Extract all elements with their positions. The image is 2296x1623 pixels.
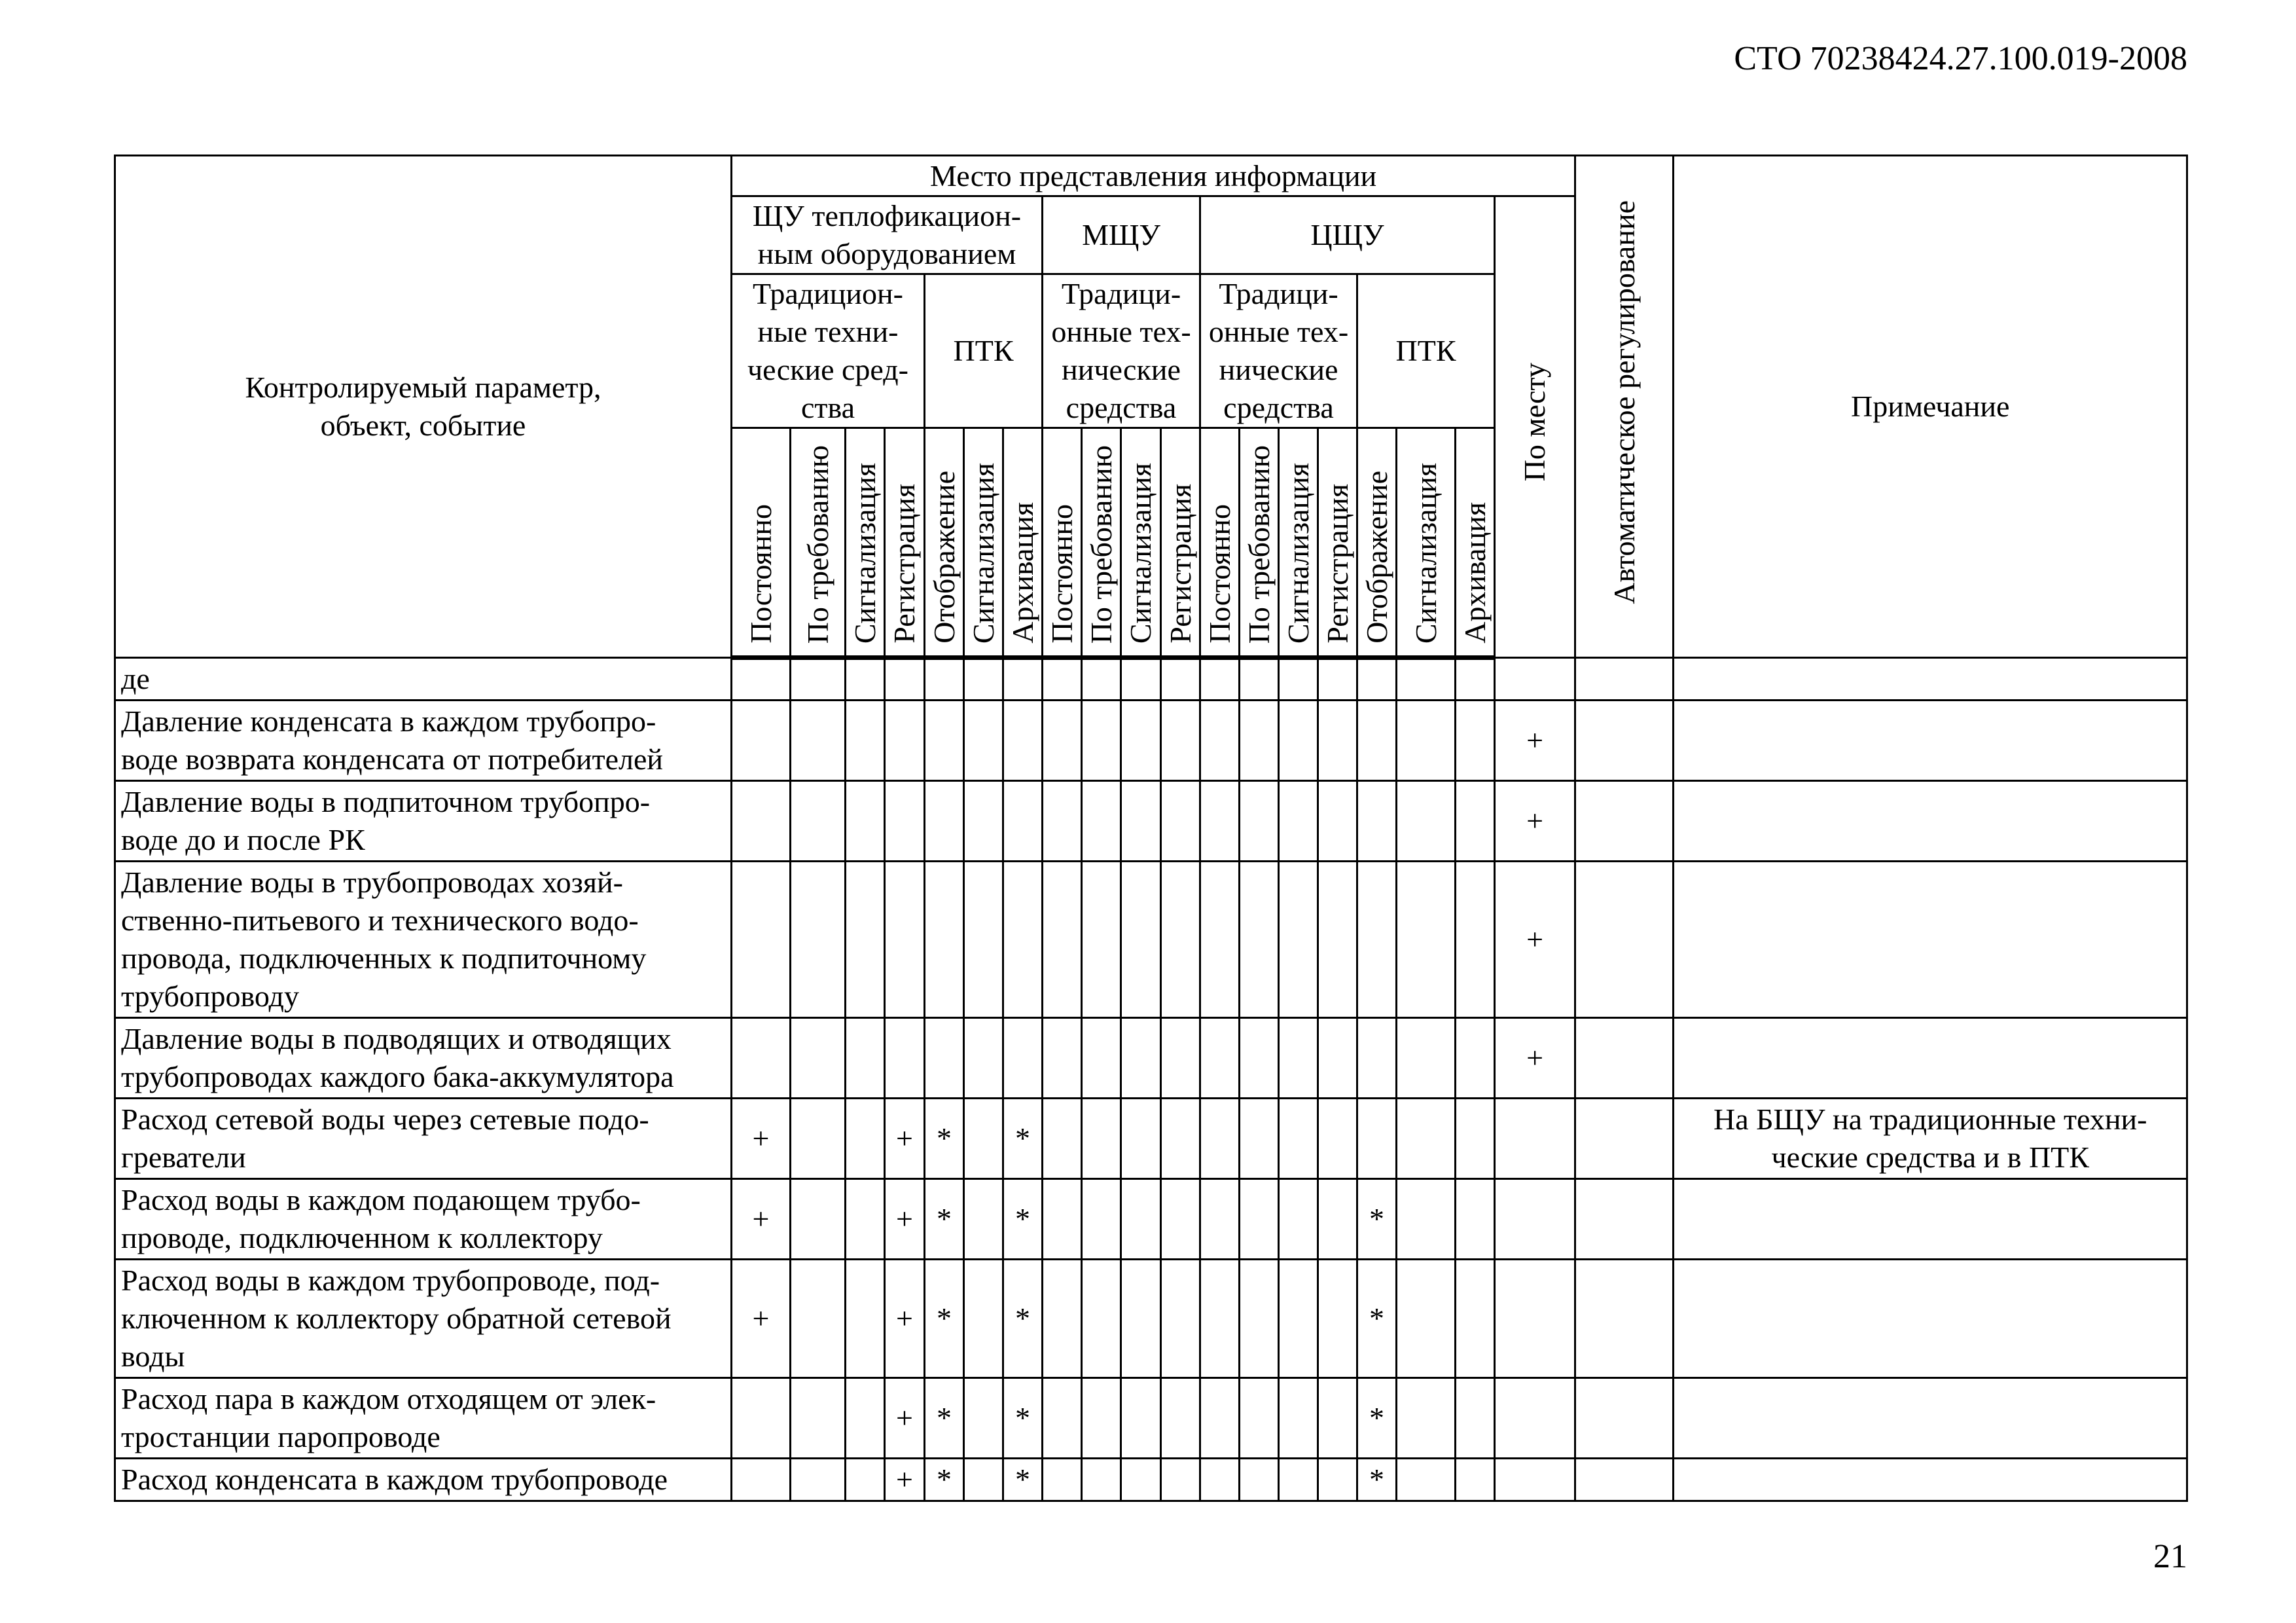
mark-cell: [1200, 1378, 1240, 1459]
mark-cell: [1082, 658, 1121, 701]
mark-cell: [1043, 1459, 1082, 1501]
mark-cell: [1318, 1018, 1357, 1099]
mark-cell: [1003, 781, 1043, 862]
mark-cell: [925, 781, 964, 862]
po-mestu-cell: [1495, 1459, 1575, 1501]
mark-cell: [1121, 1260, 1161, 1378]
auto-regulation-cell: [1575, 1260, 1674, 1378]
subheader-cell: Архивация: [1003, 428, 1043, 658]
note-cell: [1674, 701, 2187, 781]
mark-cell: [846, 1378, 885, 1459]
page-number: 21: [2153, 1538, 2187, 1575]
mark-cell: [1121, 1378, 1161, 1459]
mark-cell: [1121, 1099, 1161, 1179]
mark-cell: [1456, 1179, 1495, 1260]
mark-cell: [1082, 1179, 1121, 1260]
mark-cell: [1161, 658, 1200, 701]
note-cell: [1674, 1018, 2187, 1099]
mark-cell: [1397, 1459, 1456, 1501]
mark-cell: [964, 1378, 1003, 1459]
trad-header-1: Традицион- ные техни- ческие сред- ства: [732, 274, 925, 428]
mark-cell: *: [1357, 1378, 1397, 1459]
mark-cell: [964, 862, 1003, 1018]
mark-cell: [1279, 781, 1318, 862]
mark-cell: [1082, 862, 1121, 1018]
mark-cell: *: [1003, 1099, 1043, 1179]
mark-cell: [964, 1179, 1003, 1260]
mark-cell: [1121, 781, 1161, 862]
mark-cell: [1318, 701, 1357, 781]
subheader-cell: Постоянно: [1043, 428, 1082, 658]
mark-cell: [1082, 701, 1121, 781]
mark-cell: [1456, 1459, 1495, 1501]
ptk-header-1: ПТК: [925, 274, 1043, 428]
mark-cell: [791, 1260, 846, 1378]
mark-cell: [885, 1018, 925, 1099]
subheader-cell: Отображение: [925, 428, 964, 658]
mark-cell: [1397, 1099, 1456, 1179]
table-row: [115, 1459, 2187, 1501]
mark-cell: [1240, 701, 1279, 781]
po-mestu-cell: [1495, 1260, 1575, 1378]
mark-cell: [1279, 1459, 1318, 1501]
mark-cell: [1240, 1179, 1279, 1260]
param-cell: Расход сетевой воды через сетевые подо- греватели: [115, 1099, 732, 1179]
mark-cell: [846, 658, 885, 701]
po-mestu-cell: [1495, 658, 1575, 701]
mark-cell: [1161, 1018, 1200, 1099]
mark-cell: [1279, 1260, 1318, 1378]
subheader-cell: Сигнализация: [846, 428, 885, 658]
mark-cell: [1043, 1260, 1082, 1378]
mark-cell: [846, 701, 885, 781]
trad-header-2: Традици- онные тех- нические средства: [1043, 274, 1200, 428]
mark-cell: [1279, 1179, 1318, 1260]
mark-cell: [885, 701, 925, 781]
mark-cell: [964, 1459, 1003, 1501]
mark-cell: [1318, 1378, 1357, 1459]
mark-cell: [732, 781, 791, 862]
mark-cell: [1200, 658, 1240, 701]
mark-cell: [846, 1260, 885, 1378]
mark-cell: [1240, 1018, 1279, 1099]
mark-cell: [1240, 781, 1279, 862]
mark-cell: [846, 1179, 885, 1260]
mark-cell: [1279, 701, 1318, 781]
mark-cell: [1279, 862, 1318, 1018]
param-cell: Расход пара в каждом отходящем от элек- тростанции паропроводе: [115, 1378, 732, 1459]
mark-cell: [1318, 781, 1357, 862]
mark-cell: [1456, 701, 1495, 781]
mark-cell: [1456, 1099, 1495, 1179]
mark-cell: *: [1357, 1179, 1397, 1260]
mark-cell: *: [925, 1378, 964, 1459]
mark-cell: [964, 781, 1003, 862]
table-row: [115, 1099, 2187, 1179]
subheader-cell: Регистрация: [885, 428, 925, 658]
po-mestu-cell: [1495, 1099, 1575, 1179]
mark-cell: [1200, 862, 1240, 1018]
trad-header-3: Традици- онные тех- нические средства: [1200, 274, 1357, 428]
mark-cell: [1240, 1459, 1279, 1501]
mark-cell: *: [1003, 1179, 1043, 1260]
param-cell: Расход воды в каждом подающем трубо- проводе, подключенном к коллектору: [115, 1179, 732, 1260]
note-cell: На БЩУ на традиционные техни- ческие средства и в ПТК: [1674, 1099, 2187, 1179]
ptk-header-3: ПТК: [1357, 274, 1495, 428]
auto-regulation-cell: [1575, 1099, 1674, 1179]
mark-cell: [1043, 701, 1082, 781]
mark-cell: [1161, 1378, 1200, 1459]
mark-cell: [1200, 1018, 1240, 1099]
mark-cell: [1357, 862, 1397, 1018]
mark-cell: [791, 781, 846, 862]
mark-cell: [1456, 658, 1495, 701]
subheader-cell: По требованию: [791, 428, 846, 658]
mark-cell: [964, 658, 1003, 701]
mark-cell: [791, 1378, 846, 1459]
mark-cell: [1279, 1378, 1318, 1459]
subheader-cell: Архивация: [1456, 428, 1495, 658]
mark-cell: [1121, 1459, 1161, 1501]
table-row: [115, 1179, 2187, 1260]
mark-cell: [1397, 658, 1456, 701]
mark-cell: [964, 1018, 1003, 1099]
subheader-cell: Отображение: [1357, 428, 1397, 658]
mark-cell: [1043, 781, 1082, 862]
mark-cell: [1161, 862, 1200, 1018]
po-mestu-cell: +: [1495, 781, 1575, 862]
mark-cell: [1456, 1378, 1495, 1459]
mark-cell: [732, 1459, 791, 1501]
mark-cell: [1397, 1378, 1456, 1459]
mark-cell: [791, 701, 846, 781]
mark-cell: [1279, 1099, 1318, 1179]
mark-cell: [732, 1378, 791, 1459]
mark-cell: [964, 1099, 1003, 1179]
mark-cell: [1357, 781, 1397, 862]
mark-cell: [1318, 1459, 1357, 1501]
subheader-cell: Постоянно: [732, 428, 791, 658]
mark-cell: [846, 1018, 885, 1099]
mark-cell: [1043, 1179, 1082, 1260]
note-header: Примечание: [1674, 156, 2187, 658]
table-row: [115, 1378, 2187, 1459]
mark-cell: [1318, 1179, 1357, 1260]
mark-cell: [1318, 862, 1357, 1018]
mark-cell: [1357, 1018, 1397, 1099]
subheader-cell: Регистрация: [1318, 428, 1357, 658]
mark-cell: +: [885, 1378, 925, 1459]
note-cell: [1674, 781, 2187, 862]
mark-cell: [1161, 1099, 1200, 1179]
mark-cell: [1456, 781, 1495, 862]
mark-cell: [1397, 781, 1456, 862]
auto-regulation-cell: [1575, 1378, 1674, 1459]
auto-regulation-cell: [1575, 1459, 1674, 1501]
tsshchu-header: ЦЩУ: [1200, 196, 1495, 274]
mark-cell: [964, 1260, 1003, 1378]
mark-cell: [1200, 1099, 1240, 1179]
note-cell: [1674, 862, 2187, 1018]
subheader-cell: Сигнализация: [964, 428, 1003, 658]
mark-cell: [1082, 1260, 1121, 1378]
mark-cell: [1003, 701, 1043, 781]
mark-cell: [1161, 781, 1200, 862]
param-cell: Давление воды в подводящих и отводящих трубопроводах каждого бака-аккумулятора: [115, 1018, 732, 1099]
mark-cell: [1397, 1179, 1456, 1260]
mark-cell: [846, 1459, 885, 1501]
mark-cell: [1318, 1099, 1357, 1179]
mark-cell: [732, 658, 791, 701]
param-cell: Расход воды в каждом трубопроводе, под- ключенном к коллектору обратной сетевой воды: [115, 1260, 732, 1378]
mark-cell: [1456, 1260, 1495, 1378]
note-cell: [1674, 658, 2187, 701]
mark-cell: [1121, 862, 1161, 1018]
table-row: [115, 1260, 2187, 1378]
mark-cell: [1279, 658, 1318, 701]
po-mestu-cell: +: [1495, 701, 1575, 781]
control-parameters-table: [114, 155, 2186, 1502]
mark-cell: [1200, 701, 1240, 781]
po-mestu-header: По месту: [1495, 196, 1575, 658]
shchu-teplo-header: ЩУ теплофикацион- ным оборудованием: [732, 196, 1043, 274]
mark-cell: [1043, 658, 1082, 701]
subheader-cell: Регистрация: [1161, 428, 1200, 658]
mark-cell: [1397, 701, 1456, 781]
mark-cell: +: [885, 1260, 925, 1378]
mark-cell: [1200, 781, 1240, 862]
mark-cell: *: [1003, 1260, 1043, 1378]
mark-cell: *: [1357, 1459, 1397, 1501]
mark-cell: [1200, 1260, 1240, 1378]
mark-cell: [885, 862, 925, 1018]
param-header: Контролируемый параметр, объект, событие: [115, 156, 732, 658]
note-cell: [1674, 1378, 2187, 1459]
mark-cell: [1003, 1018, 1043, 1099]
mark-cell: [1318, 658, 1357, 701]
mark-cell: [1397, 862, 1456, 1018]
mark-cell: [791, 862, 846, 1018]
mark-cell: [1161, 1179, 1200, 1260]
mark-cell: [1082, 1459, 1121, 1501]
mark-cell: +: [885, 1179, 925, 1260]
mark-cell: [1082, 1099, 1121, 1179]
mshchu-header: МЩУ: [1043, 196, 1200, 274]
mark-cell: [925, 1018, 964, 1099]
mark-cell: [1121, 1018, 1161, 1099]
mark-cell: [1082, 781, 1121, 862]
document-code: СТО 70238424.27.100.019-2008: [1734, 40, 2187, 77]
mark-cell: [1161, 1459, 1200, 1501]
auto-regulation-cell: [1575, 781, 1674, 862]
mark-cell: [1161, 1260, 1200, 1378]
mark-cell: [1456, 862, 1495, 1018]
subheader-cell: Сигнализация: [1121, 428, 1161, 658]
mark-cell: [1240, 1099, 1279, 1179]
mark-cell: *: [925, 1179, 964, 1260]
mark-cell: [1161, 701, 1200, 781]
mark-cell: [791, 1099, 846, 1179]
mark-cell: [1082, 1018, 1121, 1099]
mark-cell: [1240, 1260, 1279, 1378]
table-row: [115, 862, 2187, 1018]
mark-cell: +: [732, 1260, 791, 1378]
note-cell: [1674, 1260, 2187, 1378]
mark-cell: [964, 701, 1003, 781]
mark-cell: [1357, 701, 1397, 781]
table-row: [115, 781, 2187, 862]
mark-cell: [1318, 1260, 1357, 1378]
mark-cell: [1003, 862, 1043, 1018]
mark-cell: [791, 1179, 846, 1260]
mark-cell: [885, 781, 925, 862]
mark-cell: *: [925, 1099, 964, 1179]
mark-cell: [1043, 862, 1082, 1018]
subheader-cell: Постоянно: [1200, 428, 1240, 658]
mark-cell: +: [732, 1099, 791, 1179]
mark-cell: [732, 862, 791, 1018]
param-cell: Давление конденсата в каждом трубопро- воде возврата конденсата от потребителей: [115, 701, 732, 781]
mark-cell: [1240, 862, 1279, 1018]
mark-cell: [1121, 658, 1161, 701]
mark-cell: *: [1357, 1260, 1397, 1378]
subheader-cell: Сигнализация: [1397, 428, 1456, 658]
mark-cell: [1397, 1018, 1456, 1099]
auto-regulation-cell: [1575, 658, 1674, 701]
auto-regulation-cell: [1575, 1018, 1674, 1099]
mark-cell: [925, 701, 964, 781]
mark-cell: +: [732, 1179, 791, 1260]
mark-cell: [1043, 1099, 1082, 1179]
mark-cell: [846, 781, 885, 862]
mark-cell: [791, 1018, 846, 1099]
table-row: [115, 1018, 2187, 1099]
mark-cell: [1456, 1018, 1495, 1099]
auto-regulation-cell: [1575, 701, 1674, 781]
mark-cell: [1357, 658, 1397, 701]
auto-regulation-cell: [1575, 1179, 1674, 1260]
mark-cell: [1240, 658, 1279, 701]
mark-cell: [1043, 1378, 1082, 1459]
mark-cell: [925, 658, 964, 701]
place-header: Место представления информации: [732, 156, 1575, 196]
mark-cell: *: [925, 1260, 964, 1378]
mark-cell: [1200, 1459, 1240, 1501]
po-mestu-cell: [1495, 1378, 1575, 1459]
param-cell: Расход конденсата в каждом трубопроводе: [115, 1459, 732, 1501]
mark-cell: *: [1003, 1378, 1043, 1459]
param-cell: де: [115, 658, 732, 701]
mark-cell: [1043, 1018, 1082, 1099]
subheader-cell: По требованию: [1240, 428, 1279, 658]
mark-cell: [1240, 1378, 1279, 1459]
mark-cell: [925, 862, 964, 1018]
po-mestu-cell: [1495, 1179, 1575, 1260]
param-cell: Давление воды в трубопроводах хозяй- ственно-питьевого и технического водо- провода, подключенных к подпиточному трубопроводу: [115, 862, 732, 1018]
mark-cell: +: [885, 1099, 925, 1179]
mark-cell: [846, 1099, 885, 1179]
mark-cell: +: [885, 1459, 925, 1501]
subheader-cell: По требованию: [1082, 428, 1121, 658]
mark-cell: *: [1003, 1459, 1043, 1501]
mark-cell: [1279, 1018, 1318, 1099]
mark-cell: [1121, 701, 1161, 781]
auto-regulation-cell: [1575, 862, 1674, 1018]
mark-cell: [791, 1459, 846, 1501]
mark-cell: [885, 658, 925, 701]
mark-cell: [1397, 1260, 1456, 1378]
mark-cell: [1200, 1179, 1240, 1260]
mark-cell: [846, 862, 885, 1018]
note-cell: [1674, 1179, 2187, 1260]
param-cell: Давление воды в подпиточном трубопро- воде до и после РК: [115, 781, 732, 862]
mark-cell: [732, 701, 791, 781]
mark-cell: [732, 1018, 791, 1099]
po-mestu-cell: +: [1495, 862, 1575, 1018]
mark-cell: [1121, 1179, 1161, 1260]
note-cell: [1674, 1459, 2187, 1501]
mark-cell: *: [925, 1459, 964, 1501]
mark-cell: [1003, 658, 1043, 701]
mark-cell: [1357, 1099, 1397, 1179]
subheader-cell: Сигнализация: [1279, 428, 1318, 658]
auto-regulation-header: Автоматическое регулирование: [1575, 156, 1674, 658]
po-mestu-cell: +: [1495, 1018, 1575, 1099]
table-row: [115, 701, 2187, 781]
mark-cell: [1082, 1378, 1121, 1459]
mark-cell: [791, 658, 846, 701]
table-row: [115, 658, 2187, 701]
